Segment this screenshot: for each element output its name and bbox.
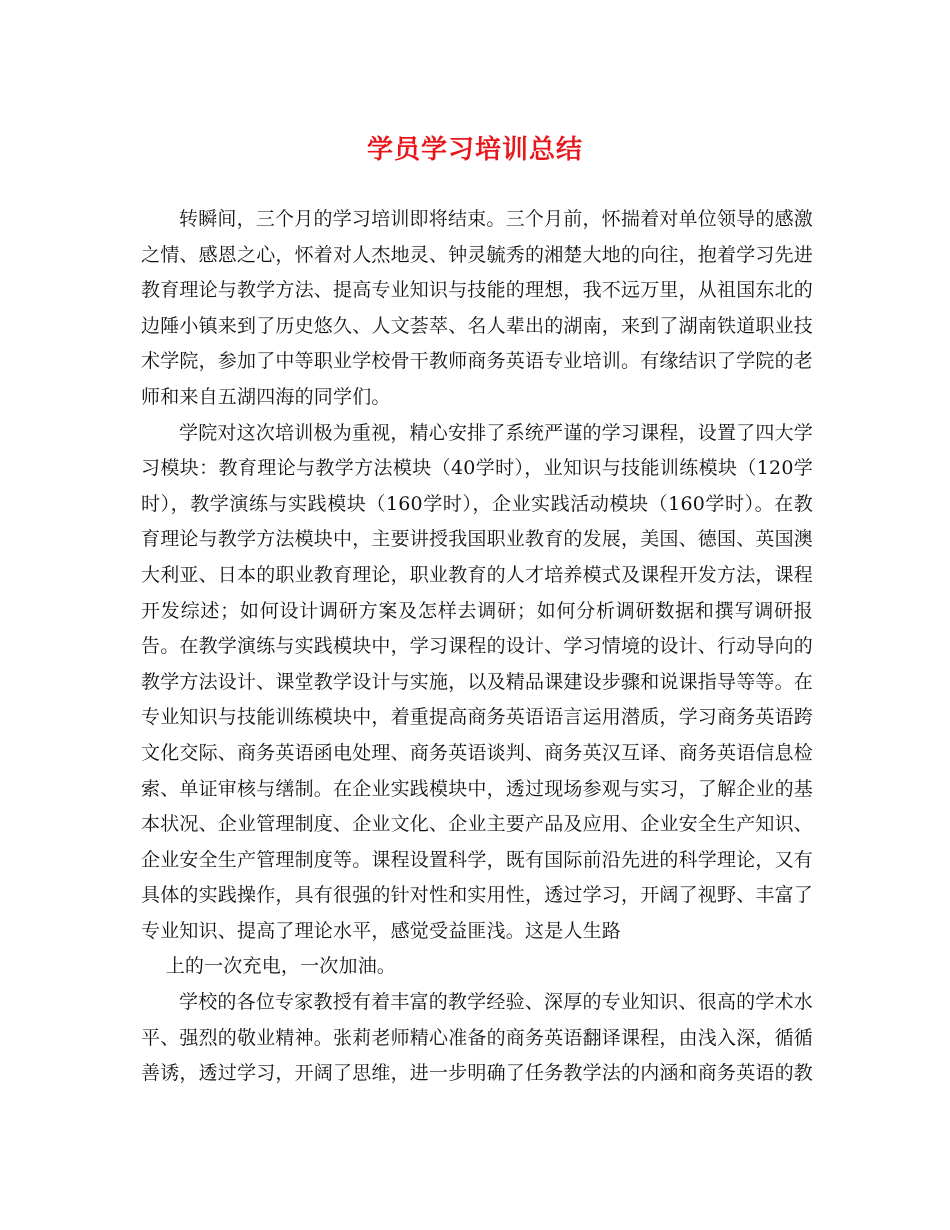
paragraph: 学院对这次培训极为重视，精心安排了系统严谨的学习课程，设置了四大学习模块：教育理论与教学方法模块（40学时），业知识与技能训练模块（120学时），教学演练与实践模块（160学时），企业实践活动模块（160学时）。在教育理论与教学方法模块中，主要讲授我国职业教育的发展，美国、德国、英国澳大利亚、日本的职业教育理论，职业教育的人才培养模式及课程开发方法，课程开发综述；如何设计调研方案及怎样去调研；如何分析调研数据和撰写调研报告。在教学演练与实践模块中，学习课程的设计、学习情境的设计、行动导向的教学方法设计、课堂教学设计与实施，以及精品课建设步骤和说课指导等等。在专业知识与技能训练模块中，着重提高商务英语语言运用潜质，学习商务英语跨文化交际、商务英语函电处理、商务英语谈判、商务英汉互译、商务英语信息检索、单证审核与缮制。在企业实践模块中，透过现场参观与实习，了解企业的基本状况、企业管理制度、企业文化、企业主要产品及应用、企业安全生产知识、企业安全生产管理制度等。课程设置科学，既有国际前沿先进的科学理论，又有具体的实践操作，具有很强的针对性和实用性，透过学习，开阔了视野、丰富了专业知识、提高了理论水平，感觉受益匪浅。这是人生路 (141, 421, 814, 942)
document-title: 学员学习培训总结 (366, 135, 583, 165)
document-body (141, 202, 813, 1092)
paragraph: 上的一次充电，一次加油。 (165, 955, 397, 978)
paragraph: 转瞬间，三个月的学习培训即将结束。三个月前，怀揣着对单位领导的感激之情、感恩之心，怀着对人杰地灵、钟灵毓秀的湘楚大地的向往，抱着学习先进教育理论与教学方法、提高专业知识与技能的理想，我不远万里，从祖国东北的边陲小镇来到了历史悠久、人文荟萃、名人辈出的湖南，来到了湖南铁道职业技术学院，参加了中等职业学校骨干教师商务英语专业培训。有缘结识了学院的老师和来自五湖四海的同学们。 (141, 208, 814, 408)
paragraph: 学校的各位专家教授有着丰富的教学经验、深厚的专业知识、很高的学术水平、强烈的敬业精神。张莉老师精心准备的商务英语翻译课程，由浅入深，循循善诱，透过学习，开阔了思维，进一步明确了任务教学法的内涵和商务英语的教 (141, 991, 814, 1085)
